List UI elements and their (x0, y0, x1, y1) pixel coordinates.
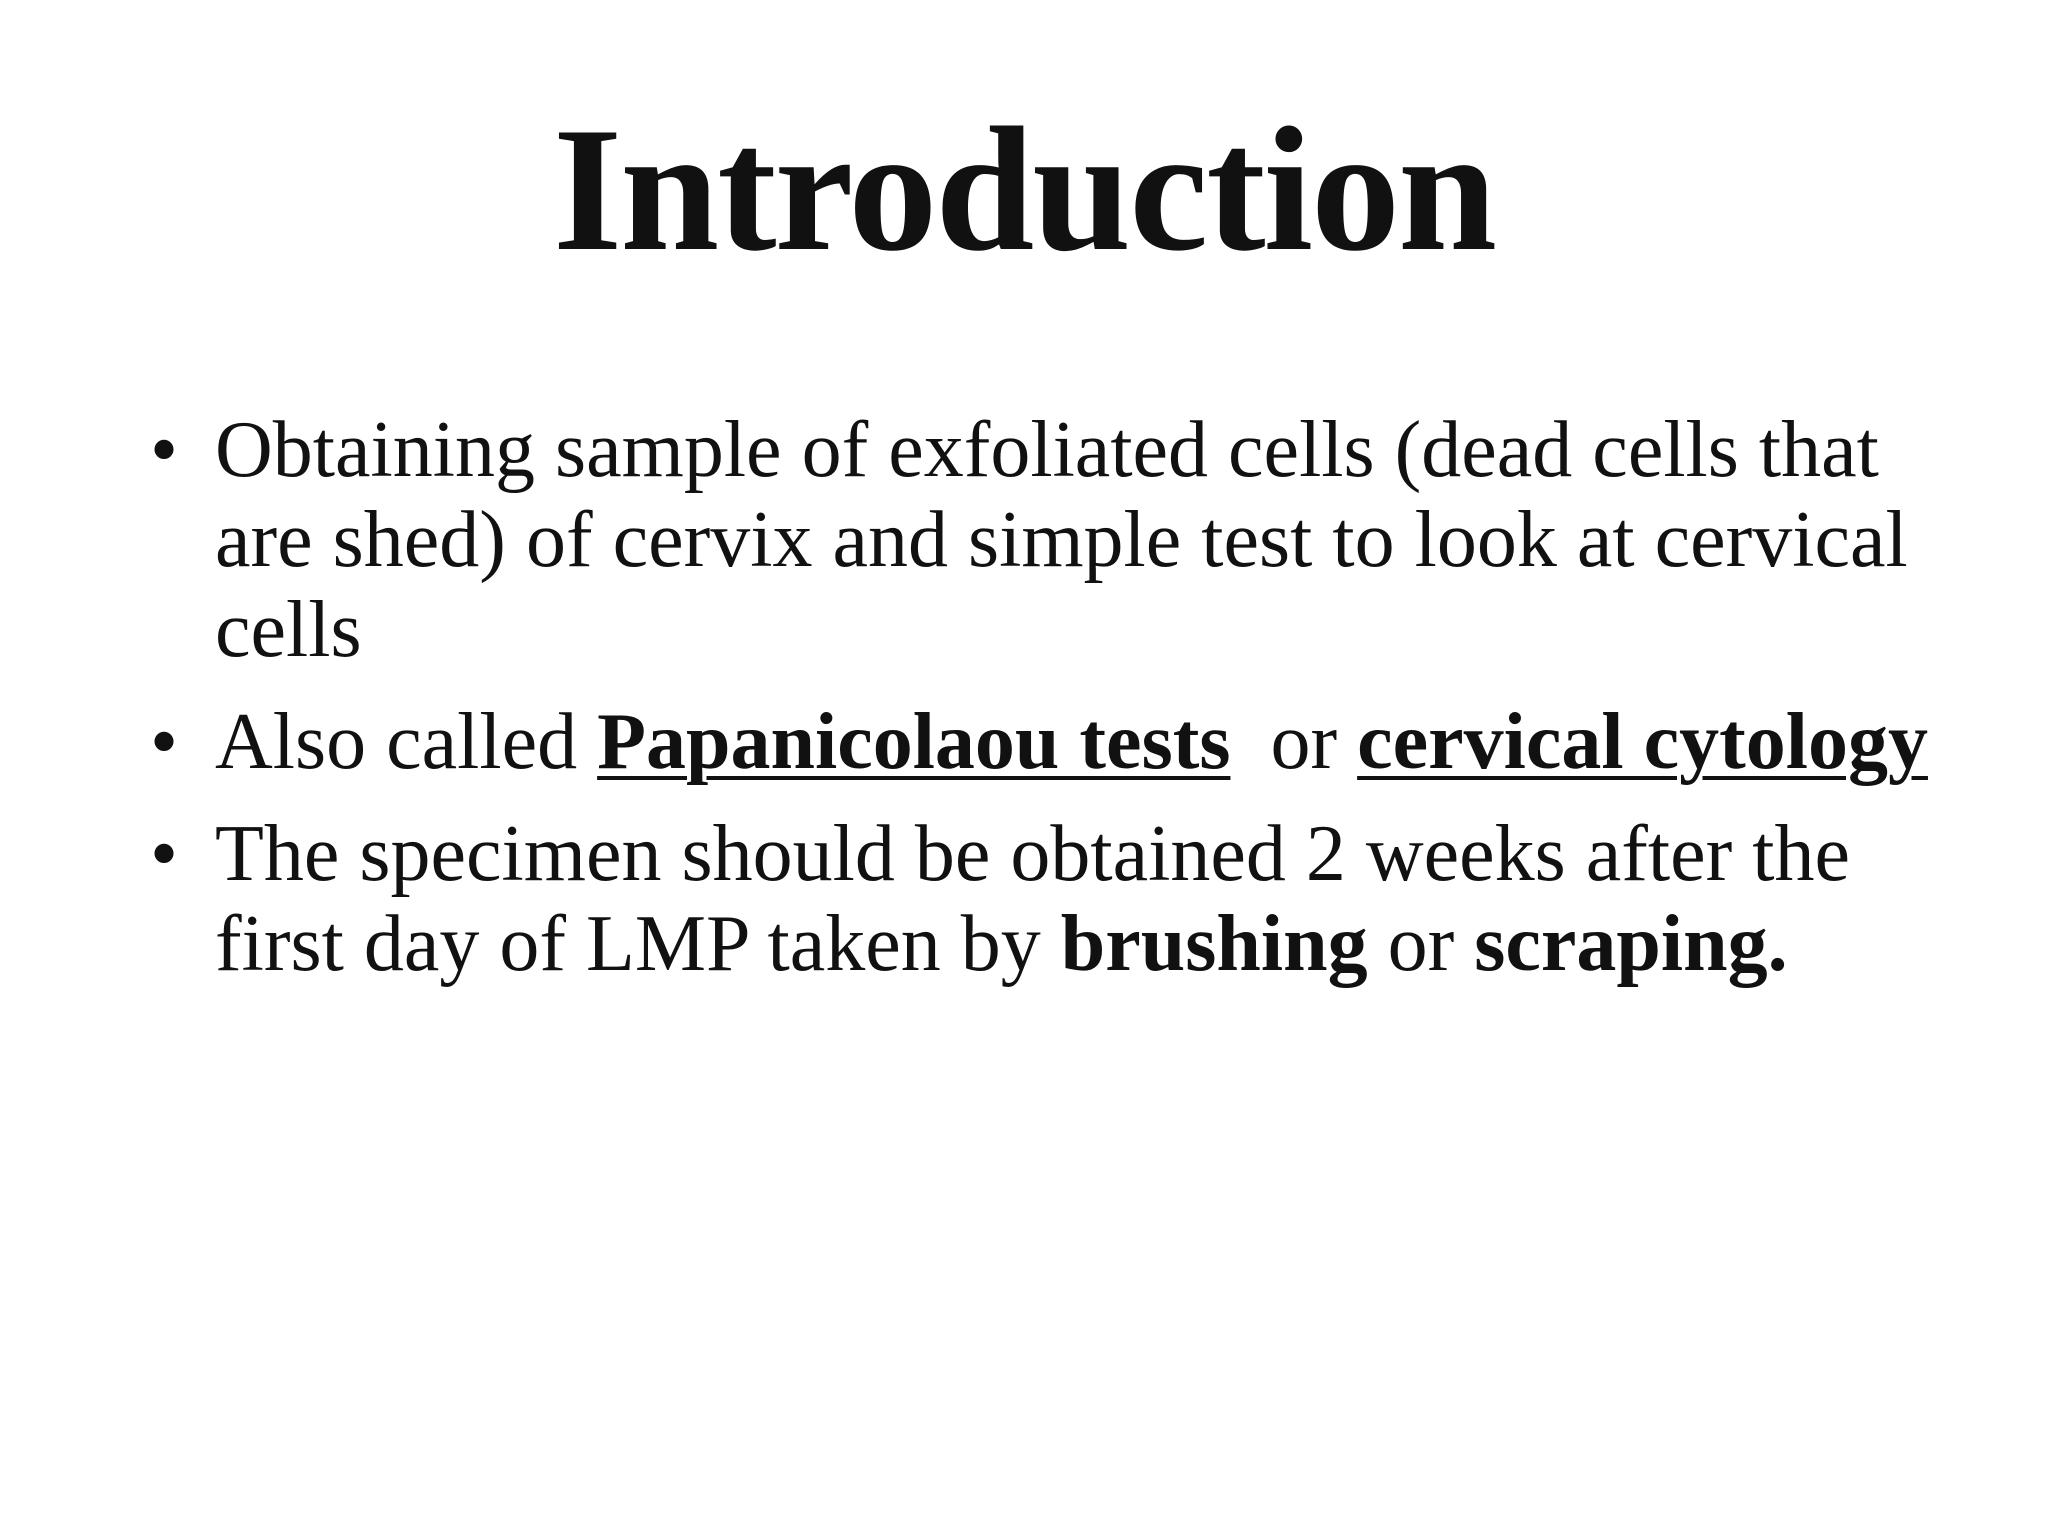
bullet-text-prefix: The specimen should be obtained 2 weeks after the first day of LMP taken by (215, 810, 1850, 988)
bullet-item-3 (150, 809, 1940, 989)
bullet-text-middle: or (1367, 900, 1475, 988)
bullet-text-prefix: Also called (215, 698, 598, 786)
slide-title: Introduction (552, 90, 1496, 288)
bullet-text: Obtaining sample of exfoliated cells (dead cells that are shed) of cervix and simple test to look at cervical cells (215, 406, 1908, 674)
bullet-icon: • (150, 810, 179, 898)
bullet-icon: • (150, 406, 179, 494)
bullet-list (150, 405, 1940, 1011)
bullet-text-middle: or (1230, 698, 1358, 786)
method-brushing: brushing (1060, 900, 1368, 988)
term-cervical-cytology: cervical cytology (1357, 698, 1928, 786)
bullet-icon: • (150, 698, 179, 786)
term-papanicolaou: Papanicolaou tests (597, 698, 1231, 786)
method-scraping: scraping. (1474, 900, 1788, 988)
bullet-item-2 (150, 697, 1940, 787)
bullet-item-1 (150, 405, 1940, 675)
